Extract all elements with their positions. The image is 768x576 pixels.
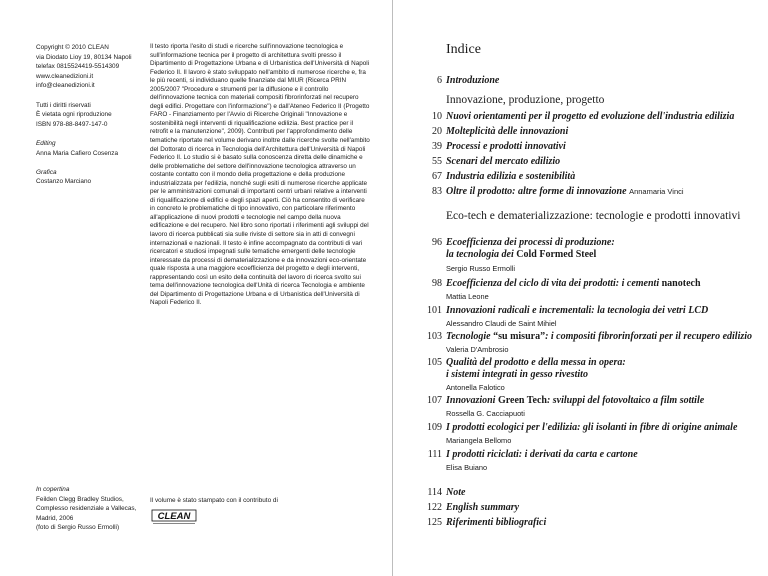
clean-logo [150,508,198,526]
entry-title-text: Cold Formed Steel [516,249,597,260]
cover-credit [36,485,146,533]
page-number: 111 [427,449,442,460]
colophon [36,43,136,197]
section-heading: Eco-tech e dematerializzazione: tecnologie e prodotti innovativi [446,210,741,222]
entry-author: Sergio Russo Ermolli [446,264,516,273]
page-number: 39 [432,141,442,152]
toc-title: Indice [446,42,481,57]
entry-title: Molteplicità delle innovazioni [446,126,569,137]
entry-title: Scenari del mercato edilizio [446,156,561,167]
entry-title-text: la tecnologia dei [446,249,517,260]
page-number: 125 [427,517,442,528]
entry-title [446,237,764,261]
entry-author: Rossella G. Cacciapuoti [446,409,525,418]
page-number: 107 [427,395,442,406]
page-number: 67 [432,171,442,182]
page-number: 109 [427,422,442,433]
entry-title: I prodotti ecologici per l'edilizia: gli isolanti in fibre di origine animale [446,422,738,433]
entry-title [446,278,764,290]
entry-title [446,331,764,343]
entry-title-text: Green Tech [497,395,547,406]
entry-title: I prodotti riciclati: i derivati da carta e cartone [446,449,638,460]
page-number: 105 [427,357,442,368]
entry-author: Antonella Falotico [446,383,505,392]
page-number: 114 [427,487,442,498]
entry-author: Mattia Leone [446,292,489,301]
copyright-block [36,43,136,91]
page-number: 103 [427,331,442,342]
page-gutter [392,0,393,576]
editing-label: Editing [36,139,56,147]
page-number: 6 [437,75,442,86]
cover-line: Madrid, 2006 [36,514,74,522]
entry-title: Industria edilizia e sostenibilità [446,171,576,182]
entry-title-text: : i compositi fibrorinforzati per il recupero edilizio [545,331,753,342]
page-number: 101 [427,305,442,316]
entry-title: Innovazioni radicali e incrementali: la tecnologia dei vetri LCD [446,305,709,316]
entry-title: Riferimenti bibliografici [446,517,547,528]
page-number: 10 [432,111,442,122]
rights-line: Tutti i diritti riservati [36,101,91,109]
grafica-block [36,168,136,187]
entry-title: Note [446,487,466,498]
entry-title [446,186,764,198]
isbn-line: ISBN 978-88-8497-147-0 [36,120,108,128]
cover-line: Feilden Clegg Bradley Studios, [36,495,124,503]
website-line: www.cleanedizioni.it [36,72,94,80]
entry-title-text: i sistemi integrati in gesso rivestito [446,369,588,380]
entry-title-text: Tecnologie [446,331,494,342]
entry-title-text: nanotech [661,278,701,289]
entry-author: Elisa Buiano [446,463,488,472]
page-number: 20 [432,126,442,137]
research-note-text: Il testo riporta l'esito di studi e ricerche sull'innovazione tecnologica e sull'informazione tecnica per il progetto di architettura svolti presso il Dipartimento di Progettazione Urbana e di Urbanistica dell'Università di Napoli Federico II. Il lavoro è stato sviluppato nell'ambito di numerose ricerche e, fra le più recenti, si individuano quelle finanziate dal MIUR (Ricerca PRIN 2005/2007 "Procedure e strumenti per la diffusione e il controllo dell'innovazione tecnica con materiali compositi fibrorinforzati nel recupero degli edifici. Progettare con l'informazione") e dall'Ateneo Federico II (Progetto FARO - Finanziamento per l'Avvio di Ricerche Originali "Innovazione e sostenibilità negli interventi di riqualificazione edilizia. Best practice per il retrofit e la manutenzione", 2009). Contributi per l'approfondimento delle tematiche riportate nel volume derivano inoltre dalle ricerche svolte nell'ambito del Dottorato di ricerca in Tecnologia dell'Architettura dell'Università di Napoli Federico II. Lo studio si è basato sulla conoscenza diretta delle dinamiche e delle problematiche del settore dell'innovazione tecnologica attraverso un costante contatto con il mondo della progettazione e della produzione industrializzata per l'edilizia, nonché sugli esiti di numerose ricerche applicate per le amministrazioni comunali di importanti centri urbani relative a interventi di riqualificazione di edifici e degli spazi aperti. Ciò ha consentito di verificare in concreto le problematiche di tipo innovativo, con particolare riferimento all'applicazione di nuovi prodotti e tecnologie nel campo della nuova edificazione e del recupero. Nel libro sono riportati i riferimenti agli sviluppi del lavoro di ricerca pubblicati sia sulle riviste di settore sia in atti di convegni internazionali e nazionali. Il testo è infine accompagnato da contributi di vari ricercatori e studiosi impegnati sulle tematiche emergenti delle tecnologie interessate da processi di dematerializzazione e da innovazioni eco-orientate quale risposta a una maggiore ecoefficienza del progetto e degli interventi, rappresentando così un esito della continuità del lavoro di ricerca svolto sui tema dell'innovazione tecnologica dell'Unità di ricerca Tecnologia e ambiente del Dipartimento di Progettazione Urbana e di Urbanistica dell'Università di Napoli Federico II. [150,43,370,307]
entry-title-text: : sviluppi del fotovoltaico a film sottile [546,395,705,406]
entry-title-text: Innovazioni [446,395,498,406]
grafica-label: Grafica [36,168,57,176]
entry-title: Nuovi orientamenti per il progetto ed evoluzione dell'industria edilizia [446,111,735,122]
section-heading: Innovazione, produzione, progetto [446,94,605,106]
page-number: 96 [432,237,442,248]
page-number: 98 [432,278,442,289]
entry-title [446,395,764,407]
cover-label: In copertina [36,486,70,493]
email-line: info@cleanedizioni.it [36,82,95,90]
entry-author: Valeria D'Ambrosio [446,345,509,354]
page-number: 122 [427,502,442,513]
entry-title-text: “su misura” [493,331,546,342]
entry-author: Alessandro Claudi de Saint Mihiel [446,319,557,328]
cover-line: (foto di Sergio Russo Ermolli) [36,524,120,532]
editing-name: Anna Maria Cafiero Cosenza [36,149,119,157]
entry-title-text: Qualità del prodotto e della messa in opera: [446,357,626,368]
cover-line: Complesso residenziale a Vallecas, [36,505,137,513]
entry-title [446,357,764,381]
entry-author: Mariangela Bellomo [446,436,512,445]
copyright-line: Copyright © 2010 CLEAN [36,44,109,51]
entry-title: Processi e prodotti innovativi [446,141,566,152]
clean-logo-icon [150,508,198,526]
page-number: 55 [432,156,442,167]
entry-title-text: Ecoefficienza del ciclo di vita dei prodotti: i cementi [446,278,662,289]
phone-line: telefax 0815524419-5514309 [36,63,120,71]
entry-title-text: Ecoefficienza dei processi di produzione: [446,237,615,248]
page-number: 83 [432,186,442,197]
editing-block [36,139,136,158]
rights-block [36,101,136,130]
entry-author: Annamaria Vinci [629,187,684,196]
address-line: via Diodato Lioy 19, 80134 Napoli [36,53,132,61]
entry-title: English summary [446,502,520,513]
entry-title-text: Oltre il prodotto: altre forme di innovazione [446,186,627,197]
grafica-name: Costanzo Marciano [36,178,92,186]
reproduction-line: È vietata ogni riproduzione [36,111,112,119]
printed-credit: Il volume è stato stampato con il contributo di [150,497,278,504]
entry-title: Introduzione [446,75,500,86]
logo-text: CLEAN [157,511,191,522]
